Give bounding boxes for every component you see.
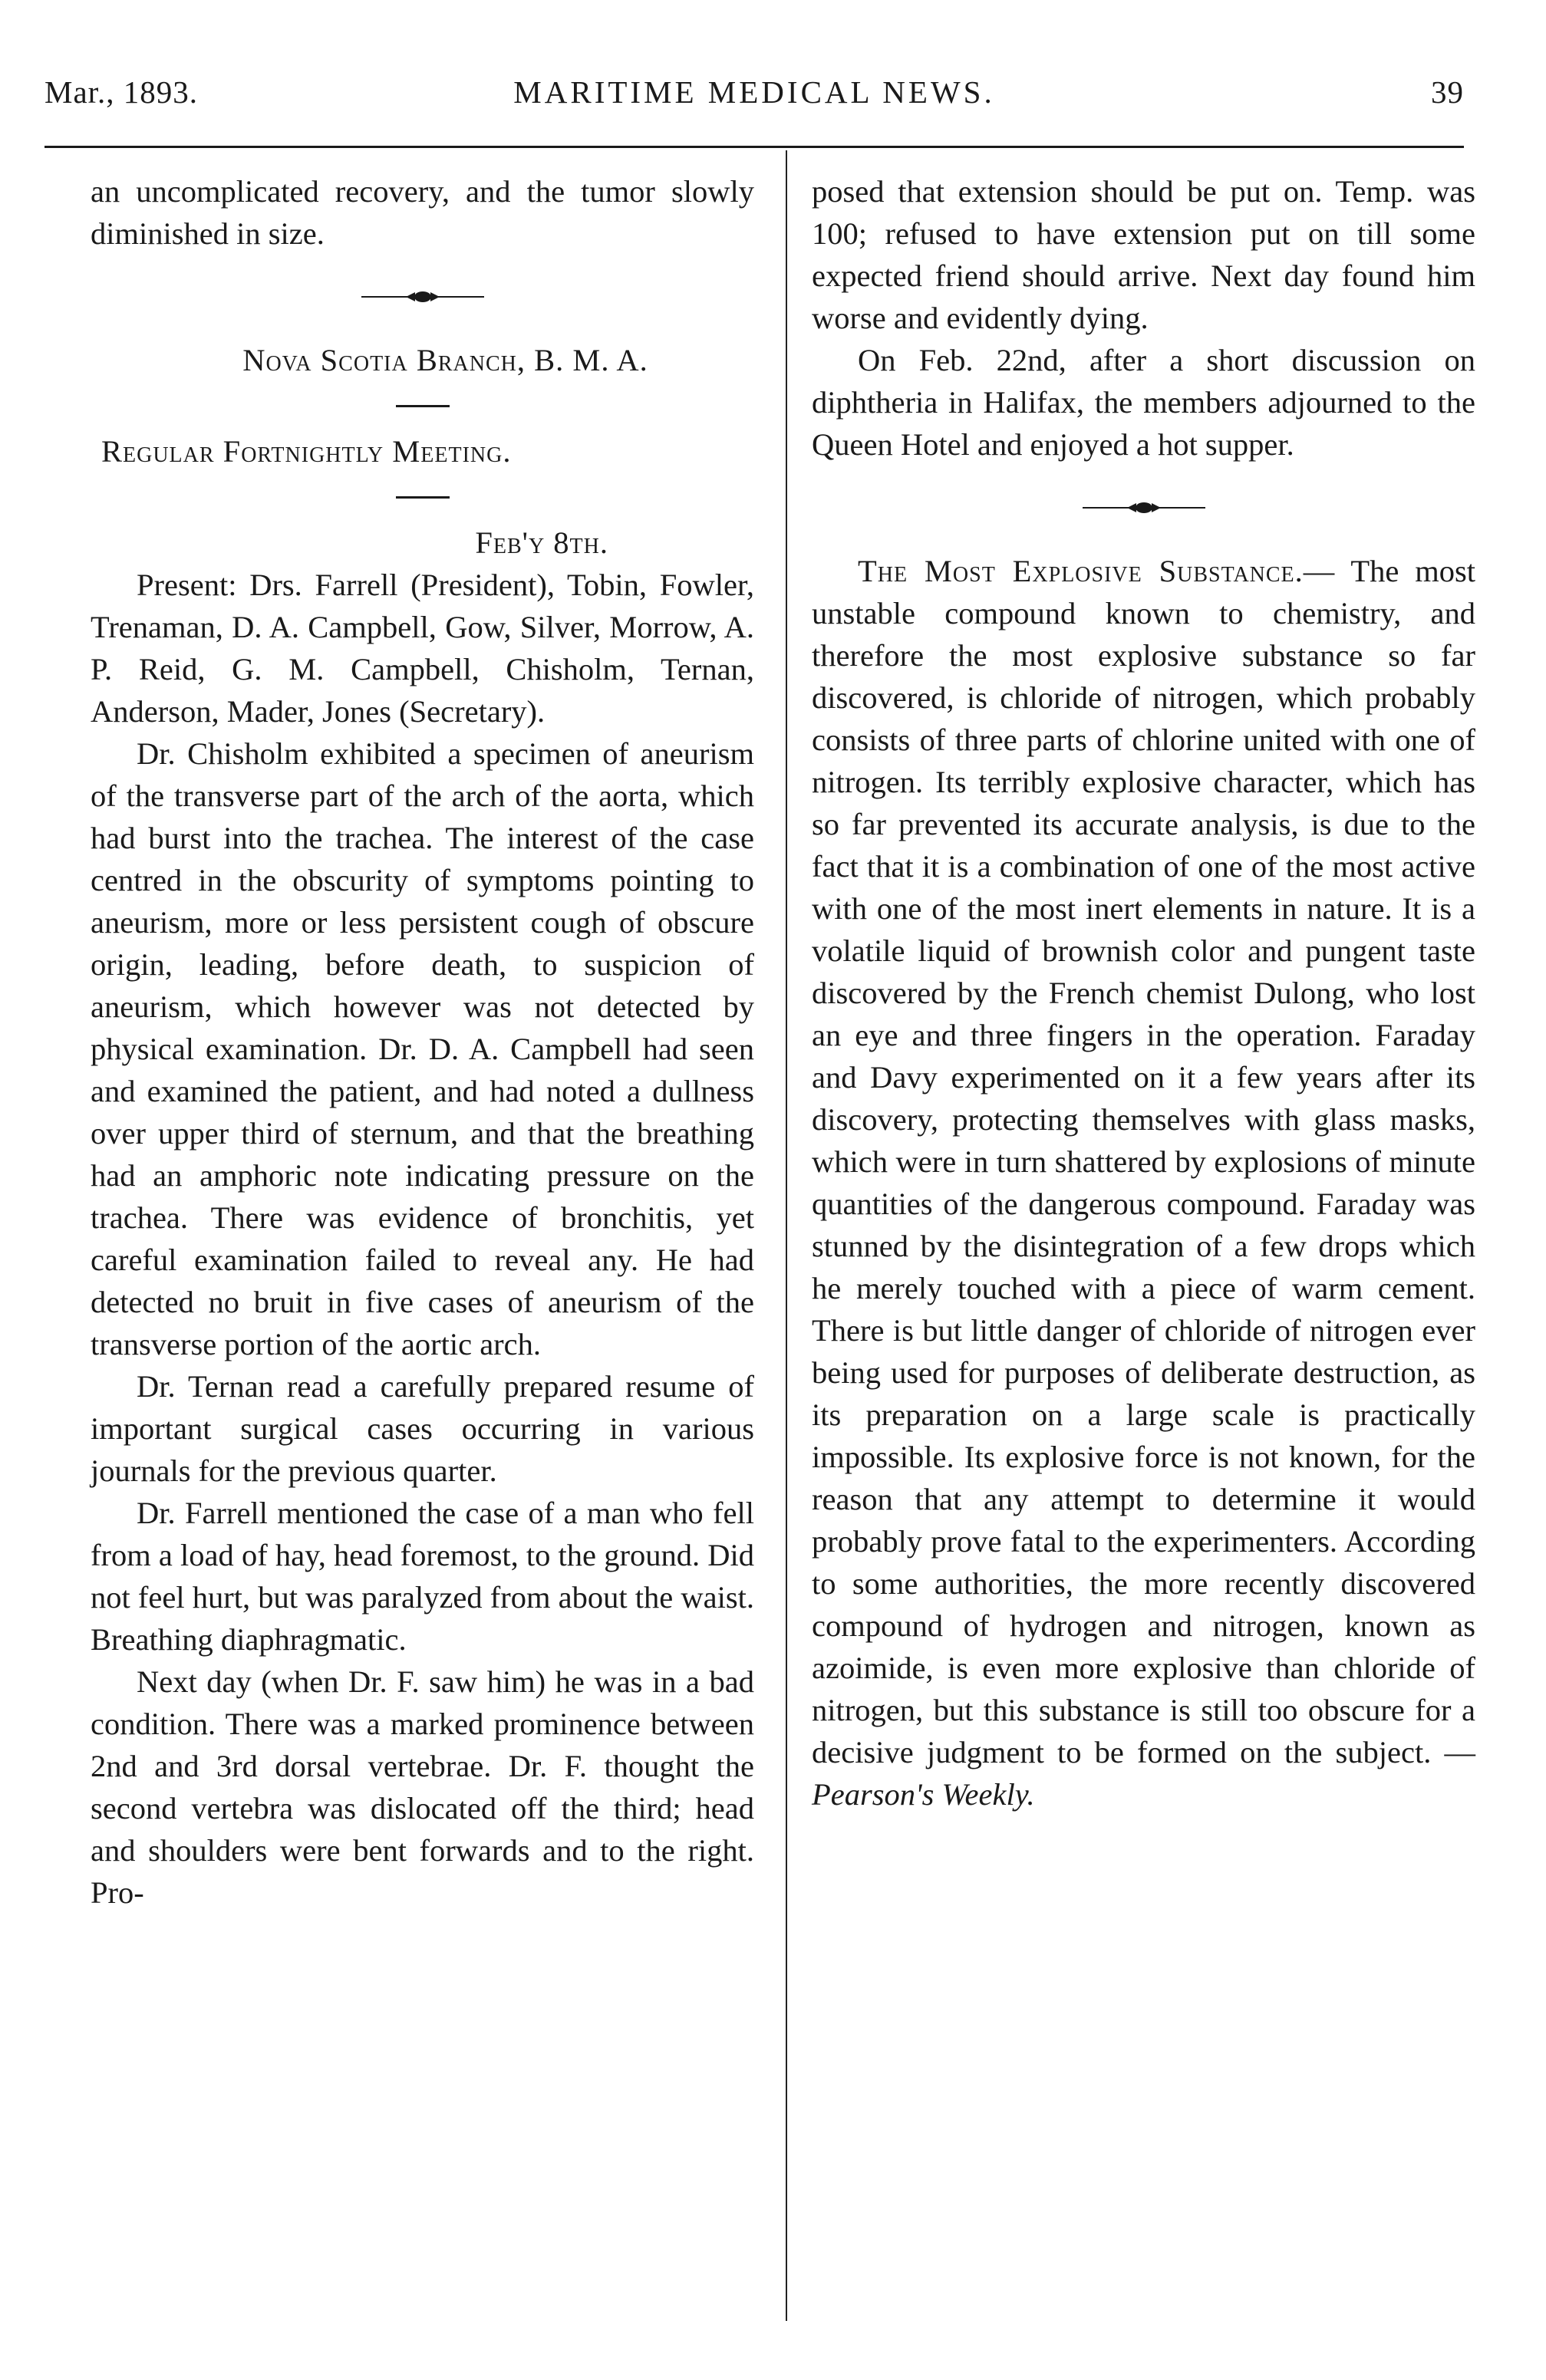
case-continuation: posed that extension should be put on. Temp. was 100; refused to have extension put on till some expected friend should arrive. Next day found him worse and evidently dying. <box>812 174 1475 335</box>
issue-date: Mar., 1893. <box>45 74 199 110</box>
column-divider <box>786 150 787 2321</box>
meeting-date: Feb'y 8th. <box>475 525 608 560</box>
attendance-paragraph: Present: Drs. Farrell (President), Tobin, Fowler, Trenaman, D. A. Campbell, Gow, Silver, Morrow, A. P. Reid, G. M. Campbell, Chisholm, Ternan, Anderson, Mader, Jones (Secretary). <box>91 568 754 729</box>
paragraph-feb-22: On Feb. 22nd, after a short discussion on diphtheria in Halifax, the members adjourned to the Queen Hotel and enjoyed a hot supper. <box>812 343 1475 462</box>
right-column <box>812 170 1475 1815</box>
left-column <box>91 170 754 1914</box>
ornament-rule-icon <box>361 289 484 304</box>
paragraph-next-day: Next day (when Dr. F. saw him) he was in a bad condition. There was a marked prominence between 2nd and 3rd dorsal vertebrae. Dr. F. thought the second vertebra was dislocated off the third; head and shoulders were bent forwards and to the right. Pro- <box>91 1664 754 1910</box>
header-rule <box>45 146 1464 148</box>
page-number: 39 <box>1431 74 1464 110</box>
meeting-title: Regular Fortnightly Meeting. <box>101 434 512 469</box>
explosive-article <box>812 550 1475 1815</box>
article-title: The Most Explosive Substance.— <box>858 554 1336 588</box>
paragraph-farrell: Dr. Farrell mentioned the case of a man who fell from a load of hay, head foremost, to the ground. Did not feel hurt, but was paralyzed from about the waist. Breathing diaphragmatic. <box>91 1496 754 1657</box>
running-head <box>45 74 1464 120</box>
paragraph-ternan: Dr. Ternan read a carefully prepared resume of important surgical cases occurring in various journals for the previous quarter. <box>91 1369 754 1488</box>
article-body: The most unstable compound known to chemistry, and therefore the most explosive substance so far discovered, is chloride of nitrogen, which probably consists of three parts of chlorine united with one of nitrogen. Its terribly explosive character, which has so far prevented its accurate analysis, is due to the fact that it is a combination of one of the most active with one of the most inert elements in nature. It is a volatile liquid of brownish color and pungent taste discovered by the French chemist Dulong, who lost an eye and three fingers in the operation. Faraday and Davy experimented on it a few years after its discovery, protecting themselves with glass masks, which were in turn shattered by explosions of minute quantities of the dangerous compound. Faraday was stunned by the disintegration of a few drops which he merely touched with a piece of warm cement. There is but little danger of chloride of nitrogen ever being used for purposes of deliberate destruction, as its preparation on a large scale is practically impossible. Its explosive force is not known, for the reason that any attempt to determine it would probably prove fatal to the experimenters. According to some authorities, the more recently discovered compound of hydrogen and nitrogen, known as azoimide, is even more explosive than chloride of nitrogen, but this substance is still too obscure for a decisive judgment to be formed on the subject. — <box>812 554 1475 1769</box>
section-title: Nova Scotia Branch, B. M. A. <box>242 343 648 377</box>
section-ornament <box>91 255 754 339</box>
short-rule <box>91 472 754 522</box>
section-ornament <box>812 466 1475 550</box>
intro-continuation: an uncomplicated recovery, and the tumor slowly diminished in size. <box>91 174 754 251</box>
ornament-rule-icon <box>1083 500 1205 515</box>
paragraph-chisholm: Dr. Chisholm exhibited a specimen of aneurism of the transverse part of the arch of the aorta, which had burst into the trachea. The interest of the case centred in the obscurity of symptoms pointing to aneurism, more or less persistent cough of obscure origin, leading, before death, to suspicion of aneurism, which however was not detected by physical examination. Dr. D. A. Campbell had seen and examined the patient, and had noted a dullness over upper third of sternum, and that the breathing had an amphoric note indicating pressure on the trachea. There was evidence of bronchitis, yet careful examination failed to reveal any. He had detected no bruit in five cases of aneurism of the transverse portion of the aortic arch. <box>91 736 754 1361</box>
article-source: Pearson's Weekly. <box>812 1777 1035 1812</box>
journal-title: MARITIME MEDICAL NEWS. <box>513 74 995 110</box>
short-rule <box>91 381 754 430</box>
